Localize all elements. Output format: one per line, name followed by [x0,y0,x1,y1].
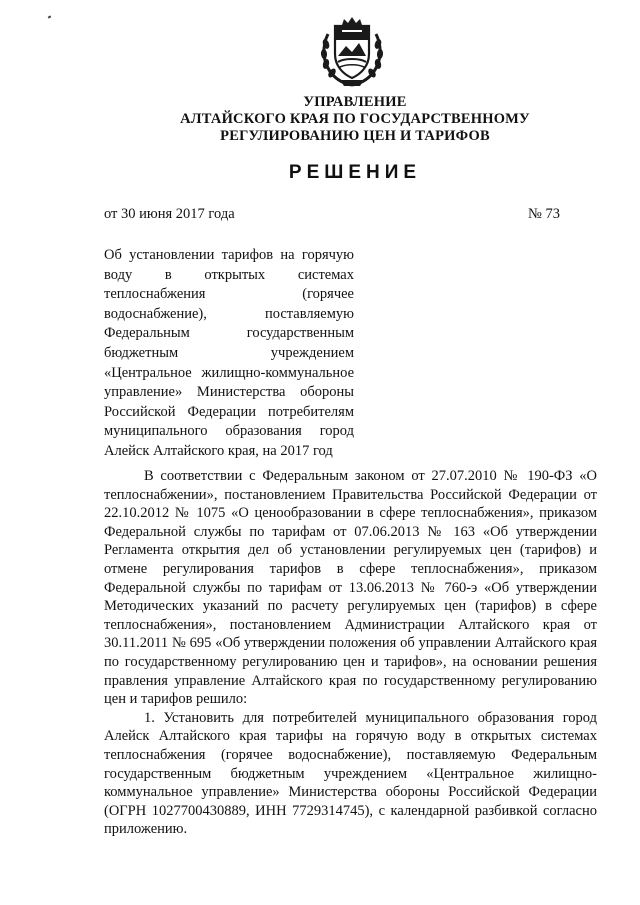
coat-of-arms-icon [318,16,386,88]
body-item-1: 1. Установить для потребителей муниципального образования город Алейск Алтайского края тарифы на горячую воду в открытых системах теплоснабжения (горячее водоснабжение), поставляемую Федеральным государственным бюджетным учреждением «Центральное жилищно-коммунальное управление» Министерства обороны Российской Федерации (ОГРН 1027700430889, ИНН 7729314745), с календарной разбивкой согласно приложению. [104,709,597,838]
body-preamble: В соответствии с Федеральным законом от 27.07.2010 № 190-ФЗ «О теплоснабжении», постановлением Правительства Российской Федерации от 22.10.2012 № 1075 «О ценообразовании в сфере теплоснабжения», приказом Федеральной службы по тарифам от 07.06.2013 № 163 «Об утверждении Регламента открытия дел об установлении регулируемых цен (тарифов) и отмене регулирования тарифов в сфере теплоснабжения», приказом Федеральной службы по тарифам от 13.06.2013 № 760-э «Об утверждении Методических указаний по расчету регулируемых цен (тарифов) в сфере теплоснабжения», постановлением Администрации Алтайского края от 30.11.2011 № 695 «Об утверждении положения об управлении Алтайского края по государственному регулированию цен и тарифов», на основании решения правления управление Алтайского края по государственному регулированию цен и тарифов решило: [104,468,597,708]
document-subject: Об установлении тарифов на горячую воду в открытых системах теплоснабжения (горячее водоснабжение), поставляемую Федеральным государственным бюджетным учреждением «Центральное жилищно-коммунальное управление» Министерства обороны Российской Федерации потребителям муниципального образования город Алейск Алтайского края, на 2017 год [104,247,354,459]
header-line-2: АЛТАЙСКОГО КРАЯ ПО ГОСУДАРСТВЕННОМУ [180,111,530,127]
document-body [104,467,597,839]
scan-speck [48,15,52,18]
header-line-3: РЕГУЛИРОВАНИЮ ЦЕН И ТАРИФОВ [220,128,490,144]
document-date: от 30 июня 2017 года [104,206,235,222]
document-type-title: РЕШЕНИЕ [288,162,422,183]
header-line-1: УПРАВЛЕНИЕ [303,94,407,110]
document-number: № 73 [528,206,560,222]
authority-header [150,94,560,145]
